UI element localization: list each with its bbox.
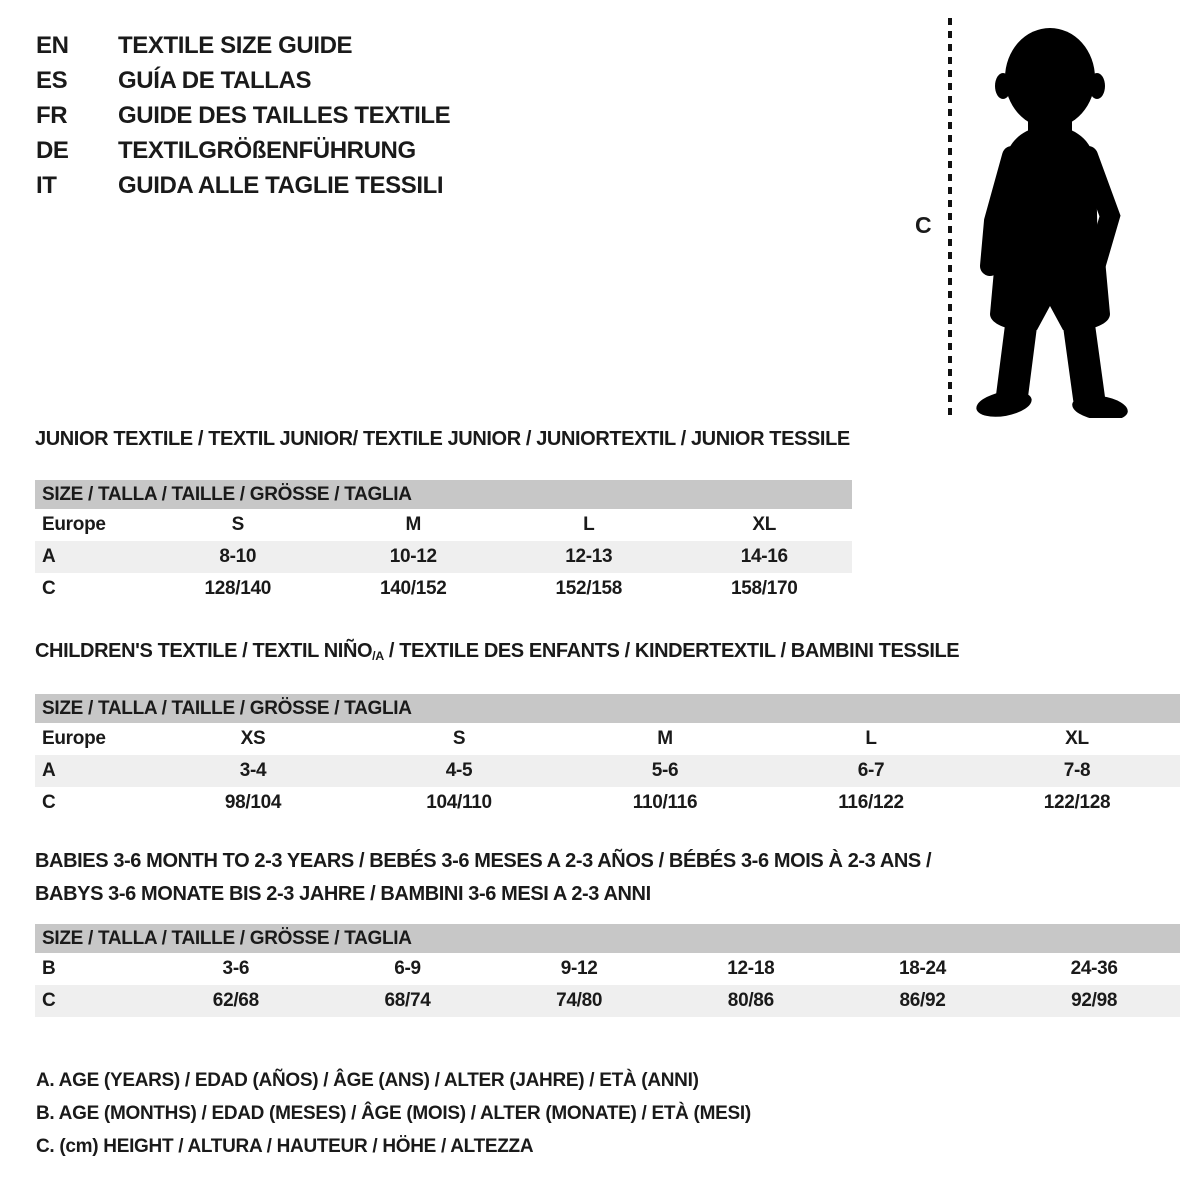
table-cell: 18-24 <box>898 958 947 979</box>
junior-table-header: SIZE / TALLA / TAILLE / GRÖSSE / TAGLIA <box>35 480 852 509</box>
language-code: FR <box>36 102 68 129</box>
table-cell: 14-16 <box>740 546 788 567</box>
row-label: A <box>42 760 56 782</box>
language-code: IT <box>36 172 57 199</box>
language-guide-title: GUIDA ALLE TAGLIE TESSILI <box>118 172 444 199</box>
table-row <box>35 509 852 541</box>
table-cell: 140/152 <box>379 578 447 599</box>
language-title-row <box>36 28 450 63</box>
legend-line: C. (cm) HEIGHT / ALTURA / HAUTEUR / HÖHE / ALTEZZA <box>36 1136 534 1157</box>
table-cell: XL <box>752 514 777 535</box>
table-cell: 68/74 <box>384 990 431 1011</box>
height-marker-dashed-line <box>948 18 952 416</box>
table-row <box>35 723 1180 755</box>
table-cell: 3-6 <box>222 958 250 979</box>
table-cell: S <box>452 728 466 750</box>
row-label: C <box>42 578 56 599</box>
toddler-silhouette-icon <box>962 16 1142 418</box>
row-label: Europe <box>42 728 106 750</box>
table-cell: M <box>405 514 422 535</box>
table-cell: 6-7 <box>857 760 885 782</box>
height-marker-label: C <box>915 212 932 238</box>
table-row <box>35 787 1180 819</box>
table-row <box>35 953 1180 985</box>
table-cell: 3-4 <box>239 760 267 782</box>
children-textile-section <box>35 640 1180 819</box>
table-cell: 158/170 <box>730 578 798 599</box>
language-title-row <box>36 63 450 98</box>
table-cell: 128/140 <box>204 578 272 599</box>
table-cell: 92/98 <box>1071 990 1118 1011</box>
table-cell: 62/68 <box>212 990 259 1011</box>
children-size-table <box>35 723 1180 819</box>
table-cell: S <box>231 514 244 535</box>
table-cell: 74/80 <box>556 990 603 1011</box>
table-cell: 6-9 <box>394 958 421 979</box>
babies-table-header: SIZE / TALLA / TAILLE / GRÖSSE / TAGLIA <box>35 924 1180 953</box>
language-guide-title: GUIDE DES TAILLES TEXTILE <box>118 102 451 129</box>
table-row <box>35 541 852 573</box>
babies-section-title <box>35 845 1180 911</box>
language-code: DE <box>36 137 69 164</box>
table-cell: 122/128 <box>1043 792 1111 814</box>
babies-size-table <box>35 953 1180 1017</box>
junior-size-table <box>35 509 852 605</box>
babies-title-line: BABYS 3-6 MONATE BIS 2-3 JAHRE / BAMBINI 3-6 MESI A 2-3 ANNI <box>35 883 651 905</box>
children-section-title <box>35 640 1180 667</box>
table-cell: 24-36 <box>1070 958 1118 979</box>
row-label: Europe <box>42 514 106 535</box>
height-measure-figure <box>905 16 1165 426</box>
table-cell: L <box>583 514 595 535</box>
language-guide-title: TEXTILE SIZE GUIDE <box>118 32 353 59</box>
table-cell: 152/158 <box>555 578 623 599</box>
language-title-row <box>36 168 450 203</box>
table-cell: 116/122 <box>838 792 904 814</box>
babies-title-line: BABIES 3-6 MONTH TO 2-3 YEARS / BEBÉS 3-6 MESES A 2-3 AÑOS / BÉBÉS 3-6 MOIS À 2-3 ANS / <box>35 850 932 872</box>
table-row <box>35 985 1180 1017</box>
table-cell: 80/86 <box>727 990 774 1011</box>
row-label: B <box>42 958 56 979</box>
measurement-legend <box>36 1064 751 1163</box>
table-cell: M <box>657 728 673 750</box>
table-cell: 10-12 <box>389 546 437 567</box>
table-cell: 98/104 <box>224 792 282 814</box>
junior-textile-section <box>35 428 852 605</box>
children-table-header: SIZE / TALLA / TAILLE / GRÖSSE / TAGLIA <box>35 694 1180 723</box>
table-cell: 9-12 <box>560 958 598 979</box>
language-title-list <box>36 28 450 203</box>
language-title-row <box>36 98 450 133</box>
row-label: A <box>42 546 56 567</box>
legend-line: A. AGE (YEARS) / EDAD (AÑOS) / ÂGE (ANS) / ALTER (JAHRE) / ETÀ (ANNI) <box>36 1070 699 1091</box>
table-cell: XL <box>1065 728 1089 750</box>
table-cell: 110/116 <box>632 792 698 814</box>
children-title-suffix: / TEXTILE DES ENFANTS / KINDERTEXTIL / BAMBINI TESSILE <box>383 640 960 662</box>
table-cell: 5-6 <box>651 760 679 782</box>
table-cell: 104/110 <box>426 792 492 814</box>
table-cell: 12-18 <box>727 958 775 979</box>
table-row <box>35 573 852 605</box>
language-code: EN <box>36 32 69 59</box>
legend-line: B. AGE (MONTHS) / EDAD (MESES) / ÂGE (MOIS) / ALTER (MONATE) / ETÀ (MESI) <box>36 1103 751 1124</box>
table-cell: 8-10 <box>219 546 257 567</box>
table-cell: XS <box>240 728 266 750</box>
children-title-prefix: CHILDREN'S TEXTILE / TEXTIL NIÑO <box>35 640 373 662</box>
language-guide-title: TEXTILGRÖßENFÜHRUNG <box>118 137 416 164</box>
table-row <box>35 755 1180 787</box>
row-label: C <box>42 792 56 814</box>
language-code: ES <box>36 67 68 94</box>
table-cell: L <box>865 728 877 750</box>
table-cell: 86/92 <box>899 990 946 1011</box>
children-title-subscript: /A <box>372 649 384 664</box>
table-cell: 12-13 <box>565 546 613 567</box>
table-cell: 4-5 <box>445 760 473 782</box>
junior-section-title: JUNIOR TEXTILE / TEXTIL JUNIOR/ TEXTILE JUNIOR / JUNIORTEXTIL / JUNIOR TESSILE <box>35 428 850 450</box>
babies-textile-section <box>35 845 1180 1017</box>
row-label: C <box>42 990 56 1011</box>
language-guide-title: GUÍA DE TALLAS <box>118 67 312 94</box>
table-cell: 7-8 <box>1063 760 1091 782</box>
language-title-row <box>36 133 450 168</box>
